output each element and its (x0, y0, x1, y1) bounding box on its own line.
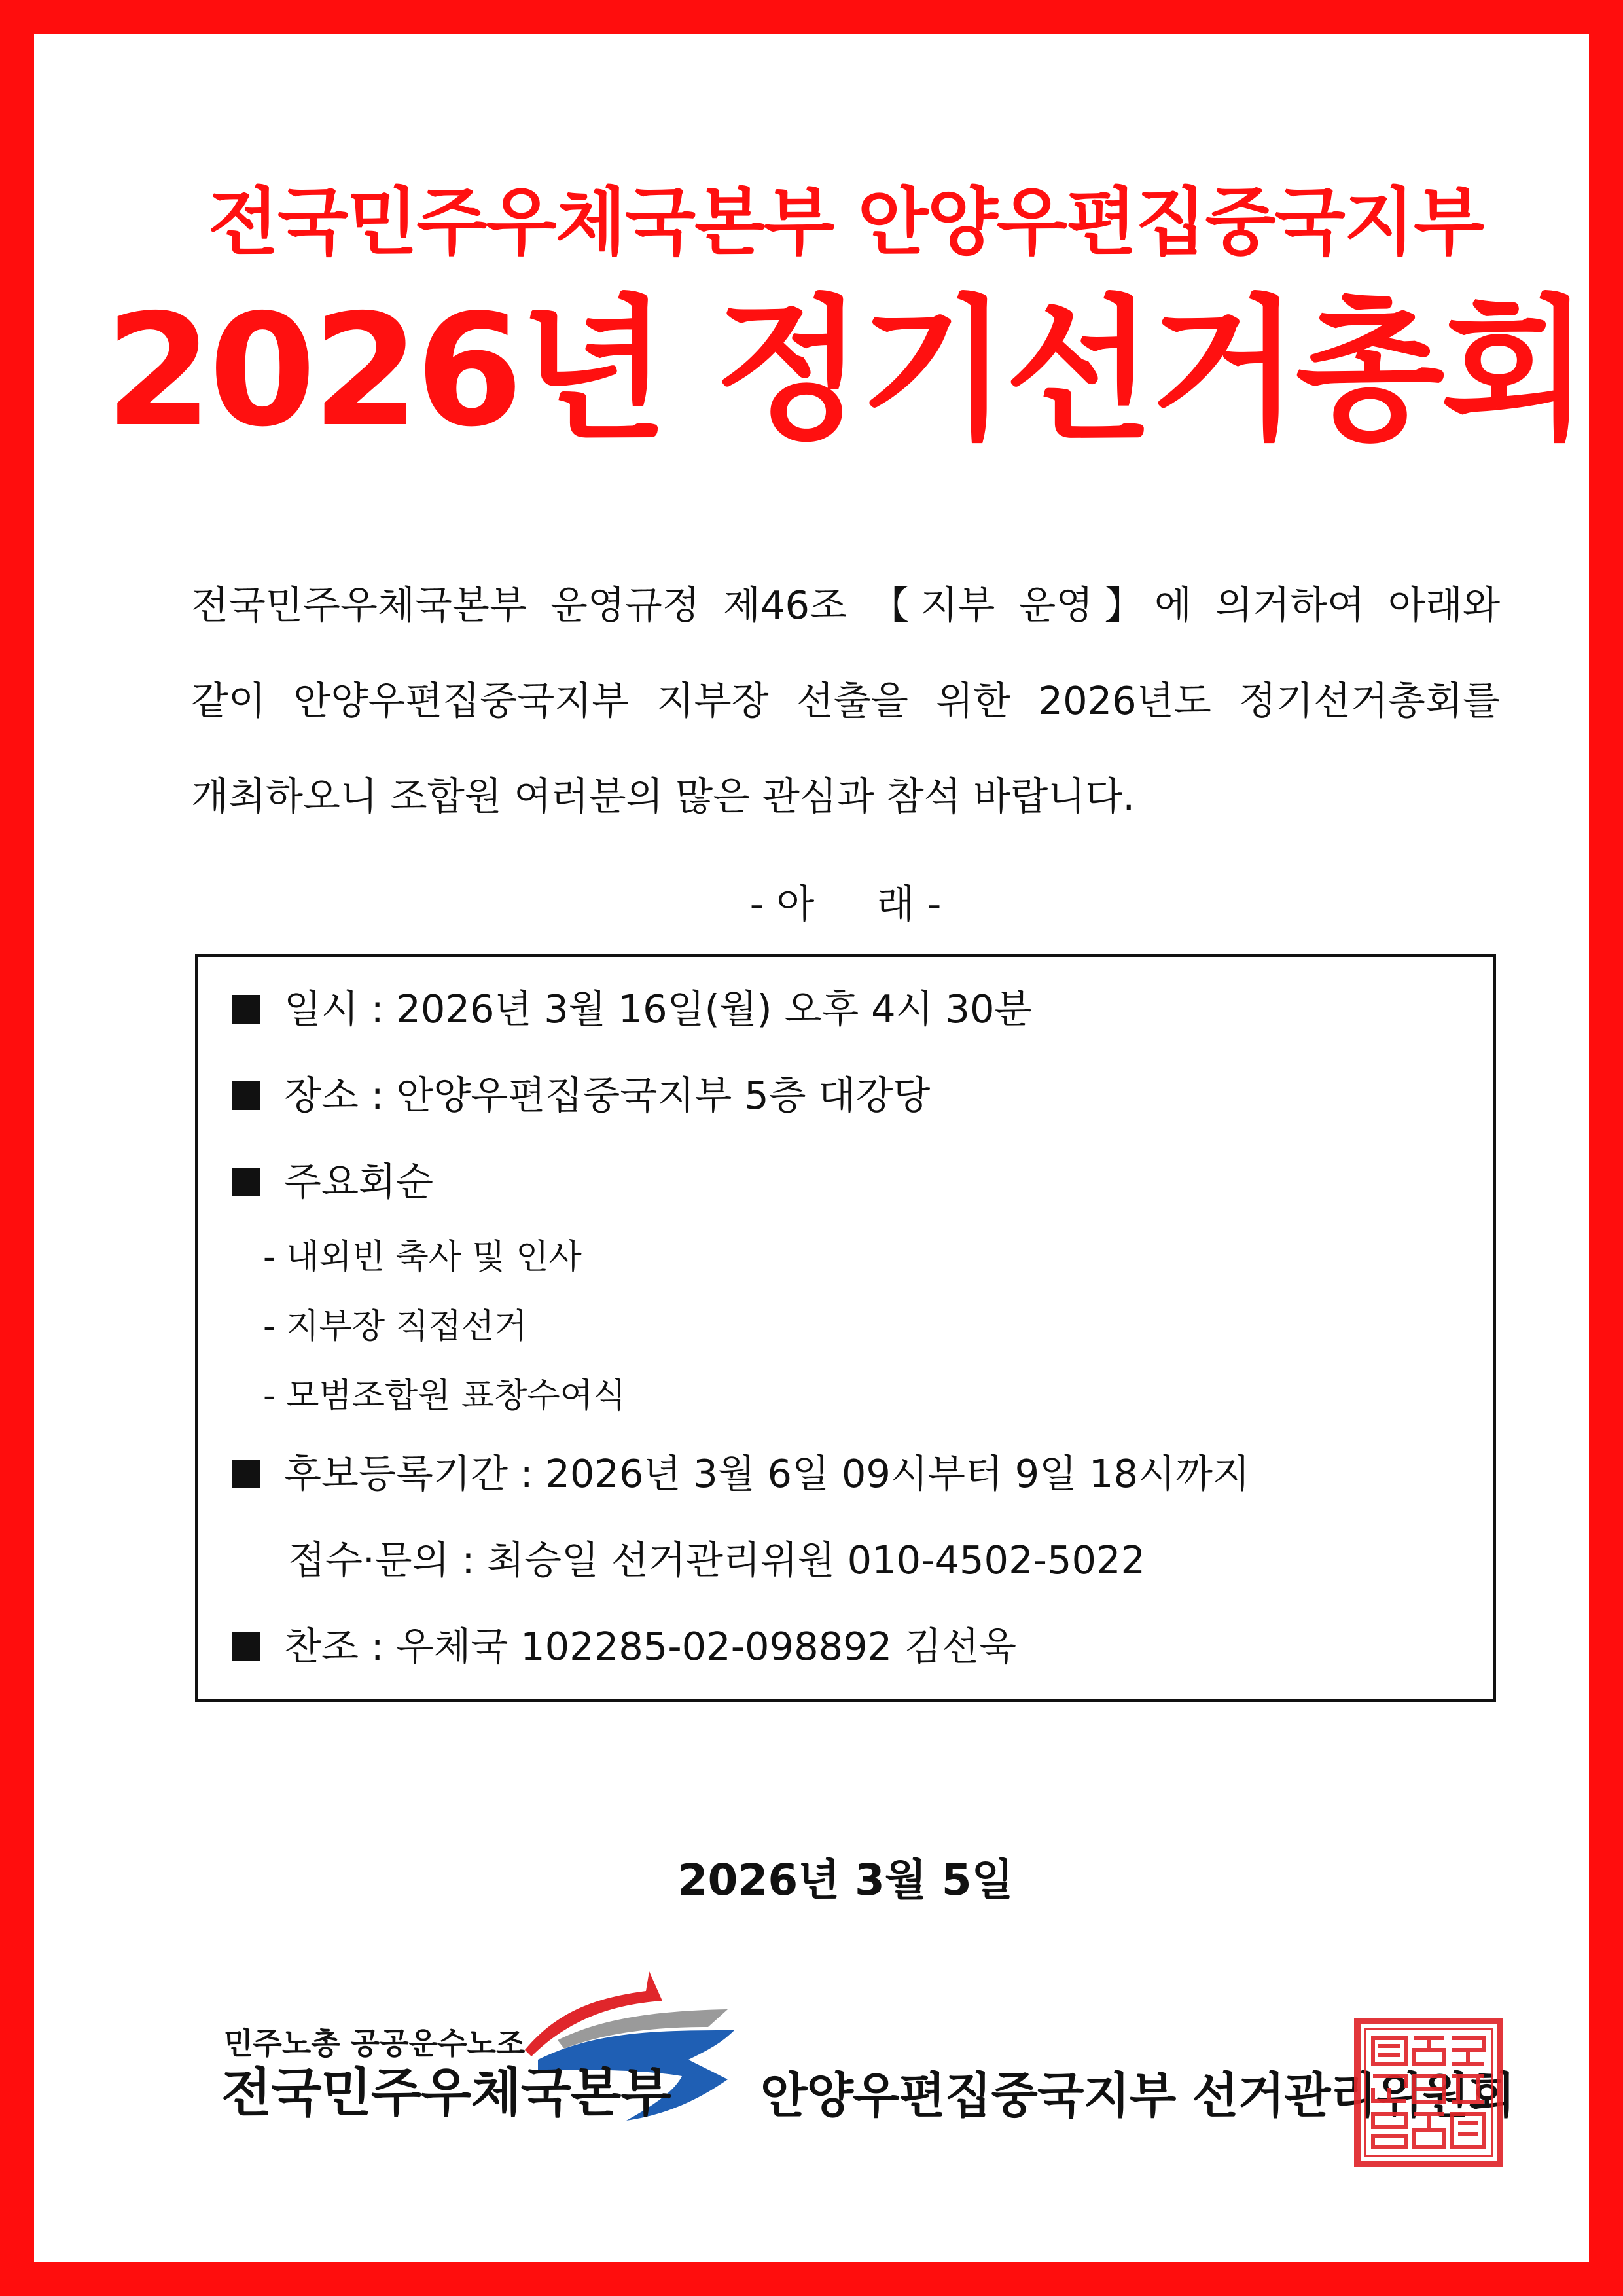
details-box (195, 954, 1496, 1702)
event-title: 2026년 정기선거총회 (105, 281, 1586, 461)
square-bullet-icon (232, 1632, 260, 1661)
detail-agenda-heading: 주요회순 (284, 1159, 433, 1204)
square-bullet-icon (232, 1168, 260, 1196)
union-title: 전국민주우체국본부 안양우편집중국지부 (207, 180, 1484, 265)
intro-paragraph (191, 558, 1500, 844)
detail-registration-text: 후보등록기간 : 2026년 3월 6일 09시부터 9일 18시까지 (284, 1451, 1250, 1496)
detail-account (232, 1621, 1016, 1673)
issue-date: 2026년 3월 5일 (677, 1855, 1014, 1905)
detail-contact: 접수·문의 : 최승일 선거관리위원 010-4502-5022 (288, 1537, 1146, 1583)
detail-registration (232, 1448, 1250, 1500)
intro-line: 개최하오니 조합원 여러분의 많은 관심과 참석 바랍니다. (191, 774, 1135, 819)
detail-account-text: 찬조 : 우체국 102285-02-098892 김선욱 (284, 1624, 1016, 1669)
square-bullet-icon (232, 995, 260, 1024)
notice-heading: - 아 래 - (749, 882, 942, 927)
union-logo (221, 1971, 747, 2135)
agenda-item: - 모범조합원 표창수여식 (263, 1376, 626, 1416)
detail-place-text: 장소 : 안양우편집중국지부 5층 대강당 (284, 1073, 931, 1118)
agenda-item: - 내외빈 축사 및 인사 (263, 1238, 582, 1277)
detail-agenda (232, 1156, 433, 1208)
square-bullet-icon (232, 1081, 260, 1110)
detail-datetime-text: 일시 : 2026년 3월 16일(월) 오후 4시 30분 (284, 986, 1032, 1031)
intro-line: 전국민주우체국본부 운영규정 제46조 【지부 운영】에 의거하여 아래와 (191, 583, 1500, 628)
logo-small-text: 민주노총 공공운수노조 (224, 2026, 526, 2061)
detail-datetime (232, 983, 1032, 1035)
official-seal-stamp (1353, 2017, 1504, 2168)
agenda-item: - 지부장 직접선거 (263, 1307, 527, 1346)
intro-line: 같이 안양우편집중국지부 지부장 선출을 위한 2026년도 정기선거총회를 (191, 678, 1500, 723)
committee-name: 안양우편집중국지부 선거관리위원회 (760, 2068, 1515, 2124)
square-bullet-icon (232, 1460, 260, 1488)
detail-place (232, 1069, 930, 1122)
logo-big-text: 전국민주우체국본부 (221, 2062, 671, 2123)
